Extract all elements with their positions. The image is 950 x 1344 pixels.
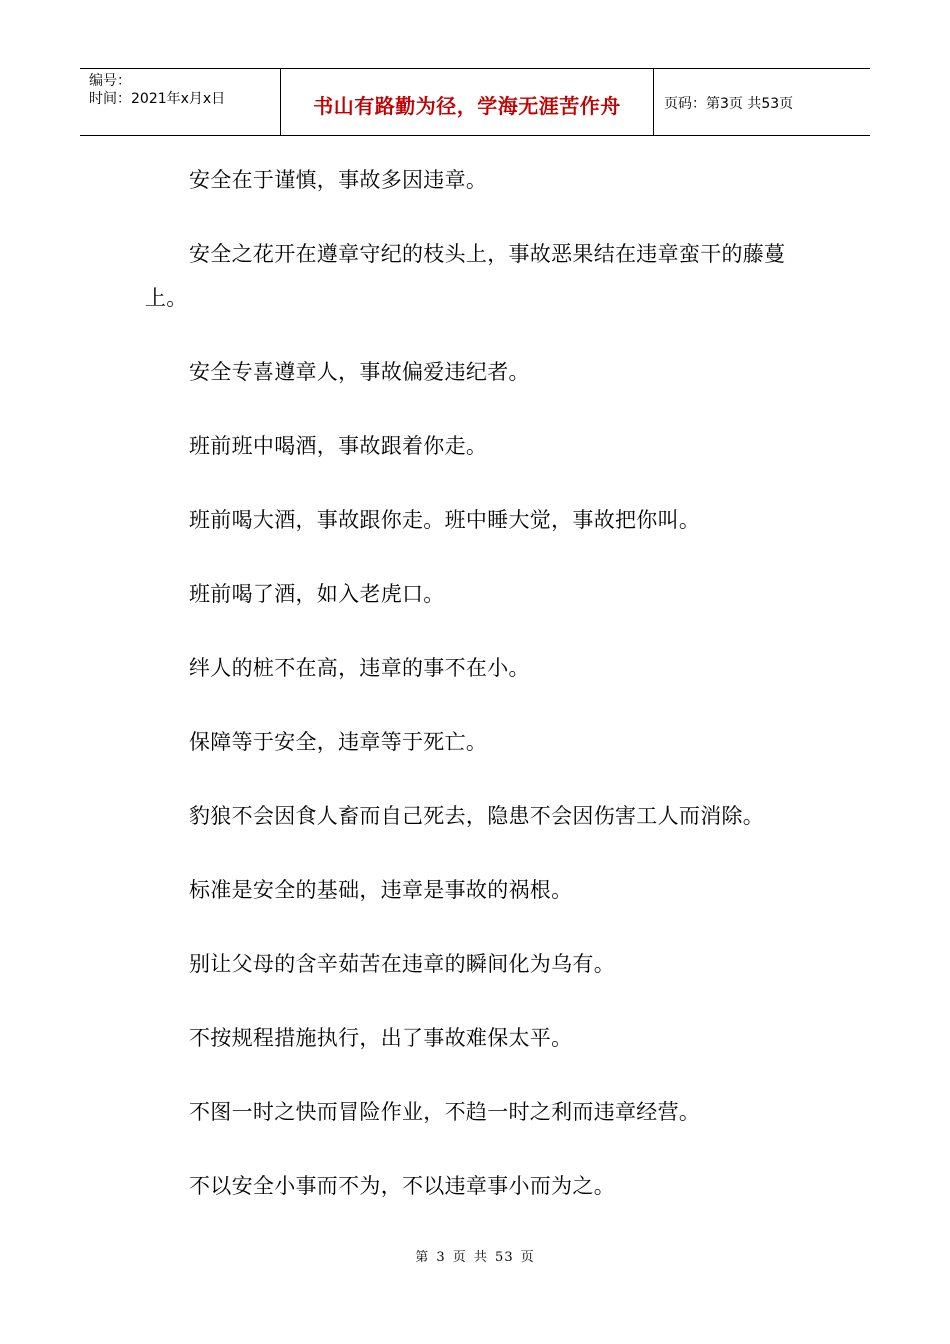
body-paragraph: 别让父母的含辛茹苦在违章的瞬间化为乌有。 [189,952,615,976]
body-paragraph: 安全之花开在遵章守纪的枝头上，事故恶果结在违章蛮干的藤蔓上。 [145,242,786,310]
body-paragraph: 安全专喜遵章人，事故偏爱违纪者。 [189,360,530,384]
document-number-label: 编号： [89,73,131,89]
document-body [145,158,805,1238]
body-paragraph: 安全在于谨慎，事故多因违章。 [189,168,488,192]
page-footer: 第 3 页 共 53 页 [415,1250,535,1265]
body-paragraph: 班前班中喝酒，事故跟着你走。 [189,434,488,458]
page-header [80,68,870,136]
body-paragraph: 班前喝了酒，如入老虎口。 [189,582,445,606]
body-paragraph: 保障等于安全，违章等于死亡。 [189,730,488,754]
body-paragraph: 不按规程措施执行，出了事故难保太平。 [189,1026,573,1050]
body-paragraph: 标准是安全的基础，违章是事故的祸根。 [189,878,573,902]
document-time-label: 时间：2021年x月x日 [89,91,226,107]
header-meta [80,69,281,135]
body-paragraph: 班前喝大酒，事故跟你走。班中睡大觉，事故把你叫。 [189,508,701,532]
body-paragraph: 绊人的桩不在高，违章的事不在小。 [189,656,530,680]
header-page-info: 页码：第3页 共53页 [664,96,794,112]
body-paragraph: 不图一时之快而冒险作业，不趋一时之利而违章经营。 [189,1100,701,1124]
body-paragraph: 豹狼不会因食人畜而自己死去，隐患不会因伤害工人而消除。 [189,804,765,828]
body-paragraph: 不以安全小事而不为，不以违章事小而为之。 [189,1174,615,1198]
header-motto: 书山有路勤为径，学海无涯苦作舟 [281,69,654,135]
